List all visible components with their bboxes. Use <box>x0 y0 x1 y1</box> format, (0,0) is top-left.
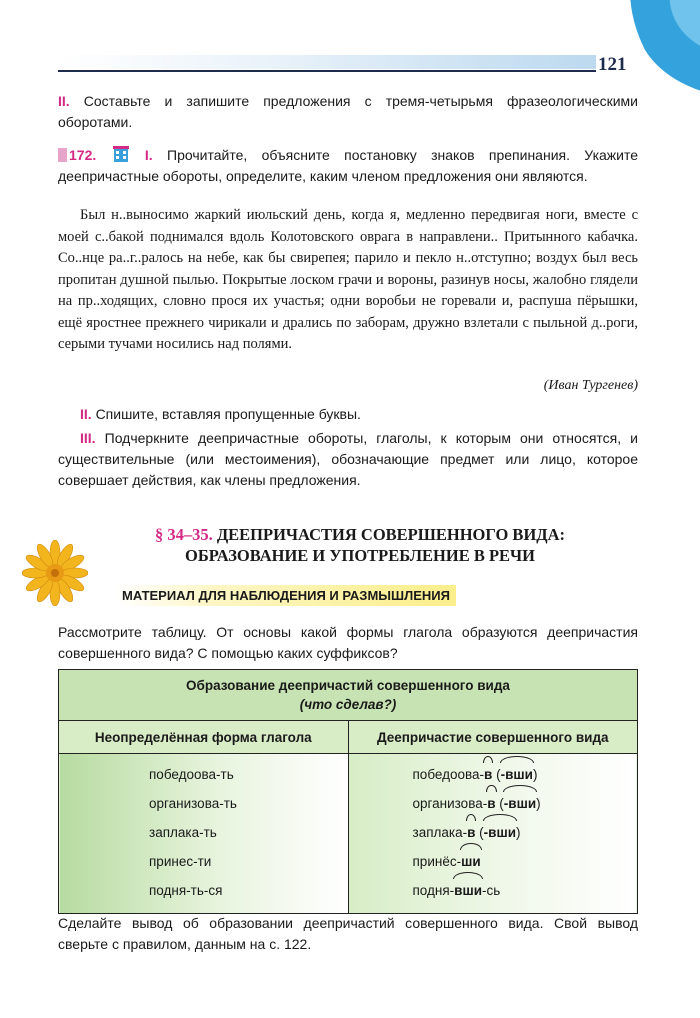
task-text: Составьте и запишите предложения с тремя-четырьмя фразеологическими оборотами. <box>58 93 638 130</box>
participle-stem: победоова- <box>412 767 485 782</box>
table-caption-sub: (что сделав?) <box>299 697 397 712</box>
section-number: § 34–35. <box>154 525 213 544</box>
header-band <box>58 55 596 69</box>
participle-stem: подня- <box>412 883 455 898</box>
task-text: Подчеркните деепричастные обороты, глаголы, к которым они относятся, и существительные (или местоимения), обозначающие предмет или лицо, которое совершает действия, как члены предложения. <box>58 430 639 488</box>
passage-author: (Иван Тургенев) <box>543 378 638 393</box>
flower-icon <box>22 540 88 606</box>
instruction-text: Прочитайте, объясните постановку знаков препинания. Укажите деепричастные обороты, определите, каким членом предложения они являются. <box>58 147 639 184</box>
building-icon <box>113 145 129 163</box>
participle-column <box>348 754 638 914</box>
roman-numeral: II. <box>58 93 70 109</box>
turgenev-passage: Был н..выносимо жаркий июльский день, когда я, медленно передвигая ноги, вместе с моей с..бакой поднимался вдоль Колотовского оврага в направлени.. Притынного кабачка. Со..нце ра..г..ралось на небе, как бы свирепея; парило и пекло н..отступно; воздух был весь пропитан душной пылью. Покрытые лоском грачи и вороны, разинув носы, жалобно глядели на пр..ходящих, словно прося их участья; одни воробьи не горевали и, распуша пёрышки, ещё яростнее прежнего чирикали и дрались по заборам, дружно взлетали с пыльной д..роги, серыми тучами носились над полями. <box>58 207 638 352</box>
participle-tail: -сь <box>482 883 501 898</box>
participle-stem: заплака- <box>412 825 468 840</box>
participle-suffix: в <box>487 789 495 818</box>
page-number: 121 <box>598 54 627 75</box>
roman-numeral: I. <box>144 147 153 163</box>
participle-formation-table <box>58 669 638 914</box>
infinitive-item: заплака-ть <box>149 825 217 840</box>
section-title-line2: ОБРАЗОВАНИЕ И УПОТРЕБЛЕНИЕ В РЕЧИ <box>184 546 536 565</box>
infinitive-item: подня-ть-ся <box>149 883 223 898</box>
exercise-instruction <box>58 145 638 187</box>
section-title <box>90 524 630 566</box>
infinitive-item: победоова-ть <box>149 767 234 782</box>
participle-item: заплака-в (-вши) <box>349 818 638 847</box>
task-ii-top <box>58 91 638 133</box>
header-participle: Деепричастие совершенного вида <box>348 721 638 754</box>
table-caption <box>59 670 638 721</box>
conclusion-text: Сделайте вывод об образовании деепричастий совершенного вида. Свой вывод сверьте с правилом, данным на с. 122. <box>58 915 638 952</box>
section-title-line1: ДЕЕПРИЧАСТИЯ СОВЕРШЕННОГО ВИДА: <box>216 525 566 544</box>
participle-stem: принёс- <box>412 854 462 869</box>
participle-item: победоова-в (-вши) <box>349 760 638 789</box>
participle-stem: организова- <box>412 796 488 811</box>
exercise-number: 172. <box>69 147 97 163</box>
participle-suffix: ши <box>461 847 481 876</box>
table-caption-title: Образование деепричастий совершенного вида <box>186 678 510 693</box>
infinitive-item: организова-ть <box>149 796 237 811</box>
participle-alt-suffix: -вши <box>484 818 516 847</box>
participle-suffix: в <box>467 818 475 847</box>
roman-numeral: II. <box>80 406 92 422</box>
header-rule <box>58 70 596 72</box>
task-iii <box>58 428 638 491</box>
corner-wave-decoration <box>590 0 700 100</box>
roman-numeral: III. <box>80 430 96 446</box>
exercise-marker <box>58 148 67 162</box>
section-question: Рассмотрите таблицу. От основы какой формы глагола образуются деепричастия совершенного вида? С помощью каких суффиксов? <box>58 624 638 661</box>
participle-alt-suffix: -вши <box>501 760 533 789</box>
participle-item <box>349 847 638 876</box>
participle-item: организова-в (-вши) <box>349 789 638 818</box>
infinitive-column <box>59 754 349 914</box>
infinitive-item: принес-ти <box>149 854 212 869</box>
task-ii <box>58 404 638 425</box>
participle-alt-suffix: -вши <box>504 789 536 818</box>
participle-suffix: вши <box>454 876 482 905</box>
participle-suffix: в <box>484 760 492 789</box>
participle-item <box>349 876 638 905</box>
task-text: Спишите, вставляя пропущенные буквы. <box>95 406 361 422</box>
material-label: МАТЕРИАЛ ДЛЯ НАБЛЮДЕНИЯ И РАЗМЫШЛЕНИЯ <box>116 585 456 606</box>
header-infinitive: Неопределённая форма глагола <box>59 721 349 754</box>
